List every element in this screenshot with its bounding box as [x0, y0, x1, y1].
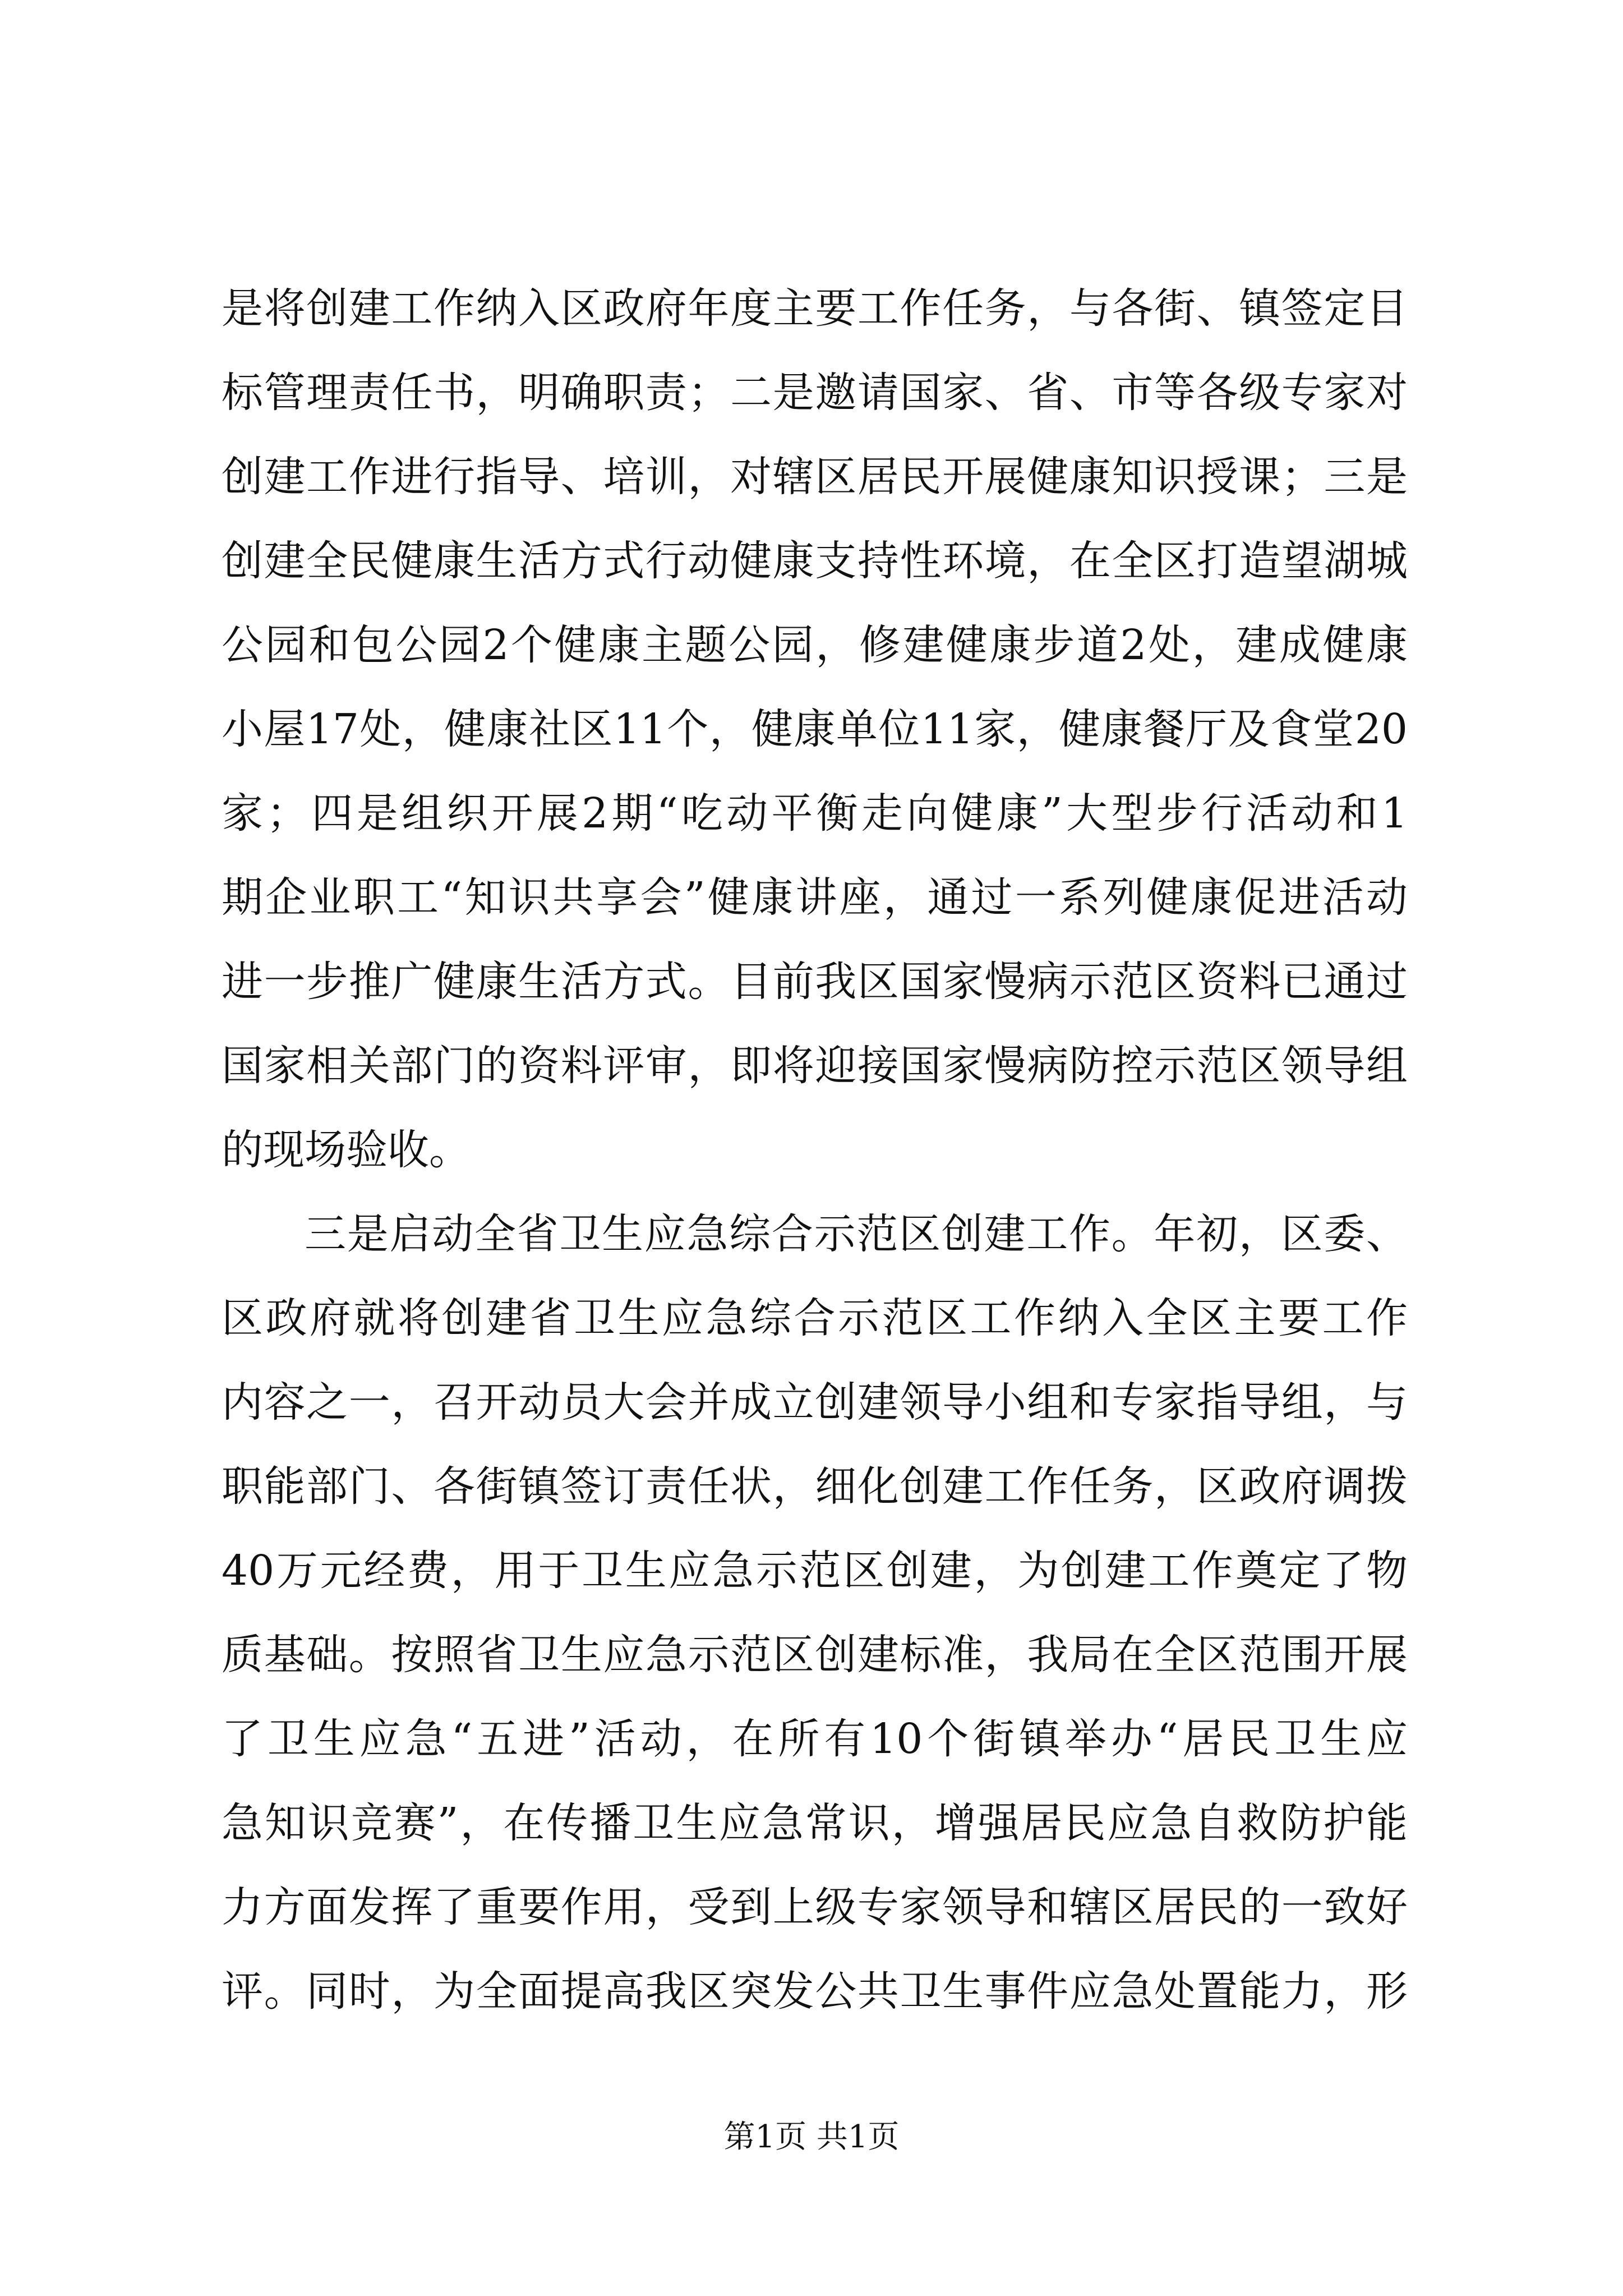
text-line: 的现场验收。: [222, 1126, 471, 1174]
text-line: 家；四是组织开展2期“吃动平衡走向健康”大型步行活动和1: [222, 789, 1408, 838]
text-line: 急知识竞赛”，在传播卫生应急常识，增强居民应急自救防护能: [222, 1799, 1408, 1847]
page-number-footer: 第1页 共1页: [723, 2119, 900, 2155]
text-line: 创建工作进行指导、培训，对辖区居民开展健康知识授课；三是: [222, 453, 1408, 501]
paragraph-2: [222, 1192, 1408, 2033]
text-line: 公园和包公园2个健康主题公园，修建健康步道2处，建成健康: [222, 621, 1408, 669]
text-line: 创建全民健康生活方式行动健康支持性环境，在全区打造望湖城: [222, 537, 1408, 585]
text-line: 40万元经费，用于卫生应急示范区创建，为创建工作奠定了物: [222, 1547, 1408, 1595]
text-line: 质基础。按照省卫生应急示范区创建标准，我局在全区范围开展: [222, 1631, 1408, 1679]
document-body: [222, 266, 1408, 2033]
text-line: 内容之一，召开动员大会并成立创建领导小组和专家指导组，与: [222, 1378, 1408, 1427]
text-line: 区政府就将创建省卫生应急综合示范区工作纳入全区主要工作: [222, 1294, 1408, 1342]
text-line: 了卫生应急“五进”活动，在所有10个街镇举办“居民卫生应: [222, 1715, 1408, 1763]
text-line: 小屋17处，健康社区11个，健康单位11家，健康餐厅及食堂20: [222, 705, 1408, 753]
text-line: 进一步推广健康生活方式。目前我区国家慢病示范区资料已通过: [222, 958, 1408, 1006]
text-line: 是将创建工作纳入区政府年度主要工作任务，与各街、镇签定目: [222, 284, 1408, 333]
text-line: 职能部门、各街镇签订责任状，细化创建工作任务，区政府调拨: [222, 1462, 1408, 1511]
text-line: 国家相关部门的资料评审，即将迎接国家慢病防控示范区领导组: [222, 1042, 1408, 1090]
paragraph-1: [222, 266, 1408, 1192]
text-line: 标管理责任书，明确职责；二是邀请国家、省、市等各级专家对: [222, 369, 1408, 417]
text-line: 期企业职工“知识共享会”健康讲座，通过一系列健康促进活动: [222, 873, 1408, 922]
text-line: 三是启动全省卫生应急综合示范区创建工作。年初，区委、: [305, 1210, 1408, 1258]
text-line: 力方面发挥了重要作用，受到上级专家领导和辖区居民的一致好: [222, 1883, 1408, 1931]
text-line: 评。同时，为全面提高我区突发公共卫生事件应急处置能力，形: [222, 1967, 1408, 2016]
